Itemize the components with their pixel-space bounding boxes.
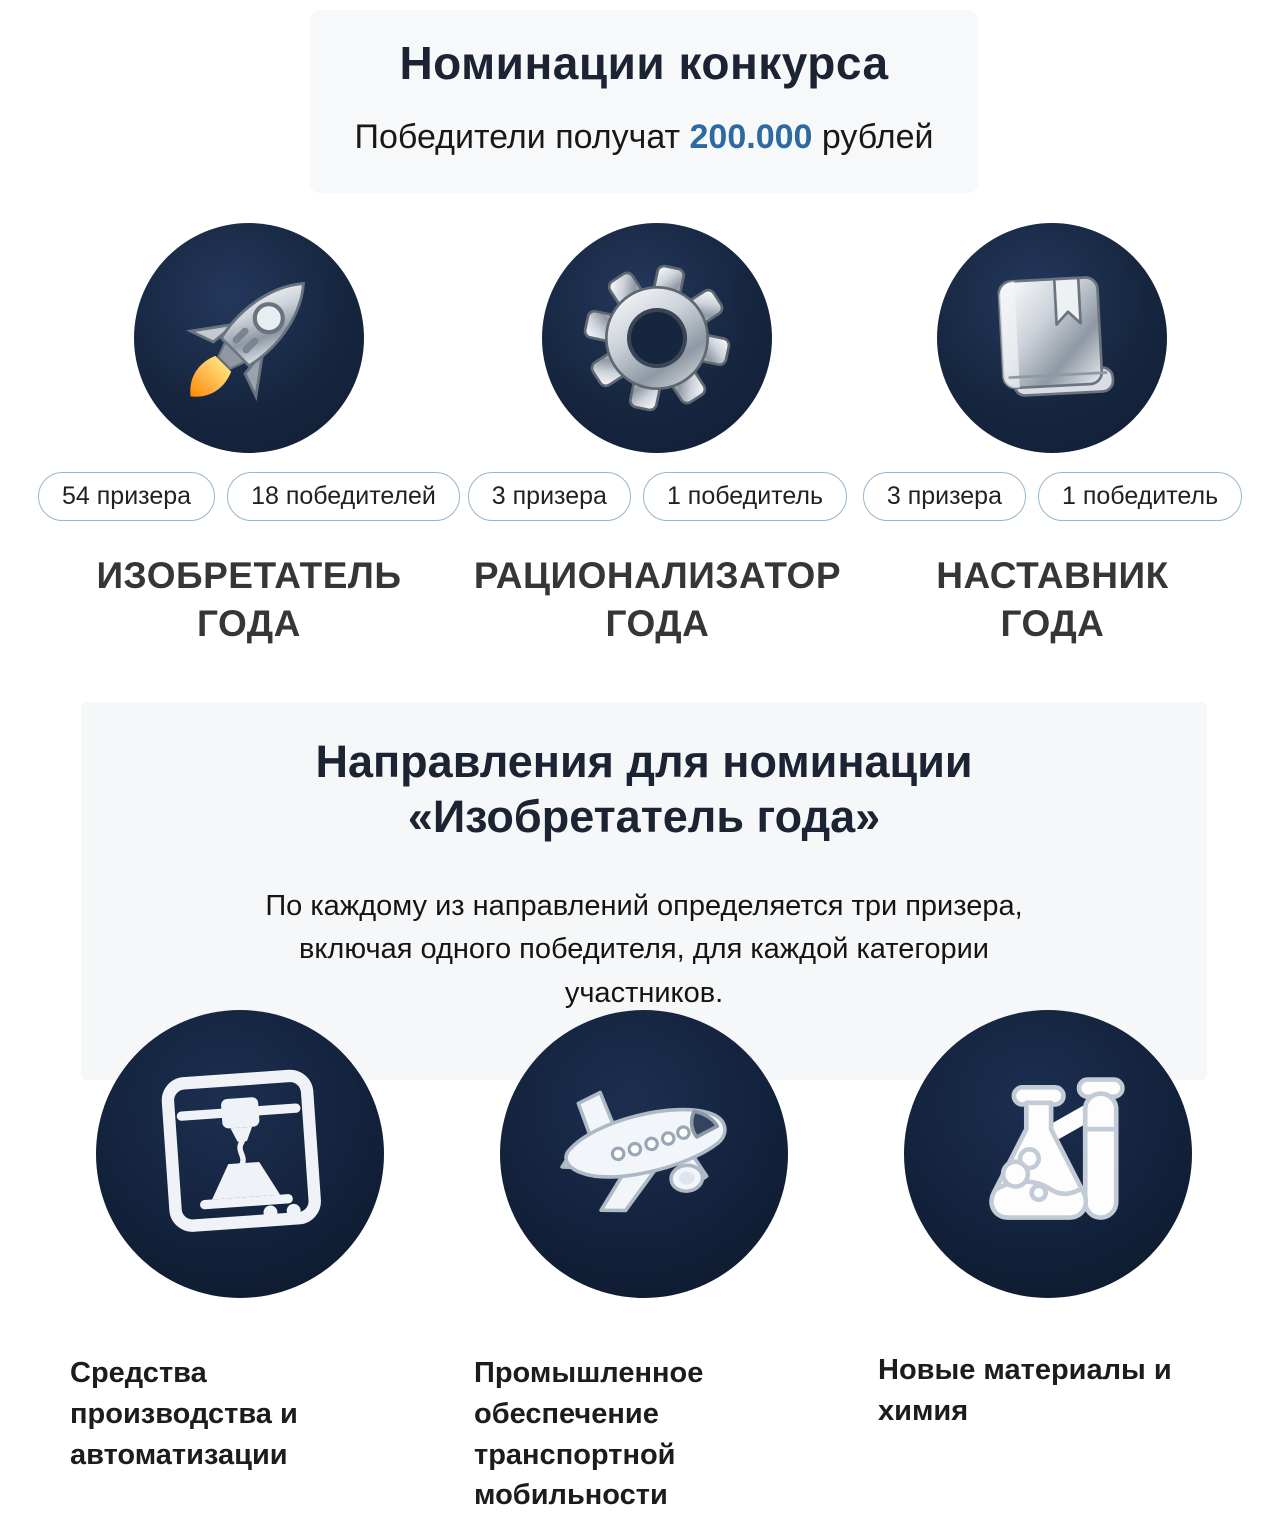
- page-title: Номинации конкурса: [399, 37, 889, 89]
- badge-winners: 18 победителей: [227, 472, 460, 521]
- badge-prizers: 3 призера: [468, 472, 631, 521]
- 3d-printer-icon: [147, 1061, 333, 1247]
- direction-icon-circle: [96, 1010, 384, 1298]
- header-card: [310, 10, 978, 193]
- nomination-icon-circle: [542, 223, 772, 453]
- badges-row: [855, 472, 1250, 521]
- nomination-title: [855, 552, 1250, 648]
- direction-label: Промышленное обеспечение транспортной мобильности: [474, 1357, 704, 1512]
- nomination-icon-circle: [134, 223, 364, 453]
- direction-card-chemistry: [846, 1010, 1250, 1515]
- direction-label: Средства производства и автоматизации: [70, 1357, 298, 1471]
- directions-title: [121, 735, 1167, 845]
- directions-title-line1: Направления для номинации: [315, 736, 973, 788]
- nomination-title-line2: ГОДА: [1000, 603, 1105, 645]
- nomination-title-line1: РАЦИОНАЛИЗАТОР: [473, 555, 842, 596]
- book-icon: [972, 258, 1132, 418]
- direction-card-transport: [442, 1010, 846, 1515]
- nomination-card-inventor: [38, 223, 460, 648]
- badge-winners: 1 победитель: [1038, 472, 1242, 521]
- badge-prizers: 3 призера: [863, 472, 1026, 521]
- directions-description: По каждому из направлений определяется три призера, включая одного победителя, для каждой категории участников.: [265, 889, 1023, 1009]
- prize-subtitle-prefix: Победители получат: [354, 118, 690, 156]
- nomination-title: [460, 552, 855, 648]
- chemistry-flasks-icon: [955, 1061, 1141, 1247]
- direction-icon-circle: [904, 1010, 1192, 1298]
- prize-subtitle: [326, 118, 962, 157]
- badges-row: [38, 472, 460, 521]
- direction-card-production: [38, 1010, 442, 1515]
- gear-icon: [577, 258, 737, 418]
- badge-winners: 1 победитель: [643, 472, 847, 521]
- page: [0, 10, 1288, 1516]
- badges-row: [460, 472, 855, 521]
- badge-prizers: 54 призера: [38, 472, 215, 521]
- nomination-title-line2: ГОДА: [605, 603, 710, 645]
- nomination-title-line1: ИЗОБРЕТАТЕЛЬ: [96, 555, 402, 596]
- airplane-icon: [544, 1061, 744, 1247]
- nomination-card-rationalizer: [460, 223, 855, 648]
- nomination-title-line1: НАСТАВНИК: [936, 555, 1169, 596]
- directions-row: [38, 1010, 1250, 1515]
- nomination-title-line2: ГОДА: [197, 603, 301, 645]
- prize-amount: 200.000: [689, 118, 813, 156]
- direction-icon-circle: [500, 1010, 788, 1298]
- rocket-icon: [165, 254, 333, 422]
- direction-label: Новые материалы и химия: [878, 1354, 1172, 1428]
- nominations-row: [38, 223, 1250, 648]
- prize-subtitle-suffix: рублей: [812, 118, 934, 156]
- nomination-icon-circle: [937, 223, 1167, 453]
- nomination-title: [38, 552, 460, 648]
- nomination-card-mentor: [855, 223, 1250, 648]
- directions-title-line2: «Изобретатель года»: [407, 791, 881, 843]
